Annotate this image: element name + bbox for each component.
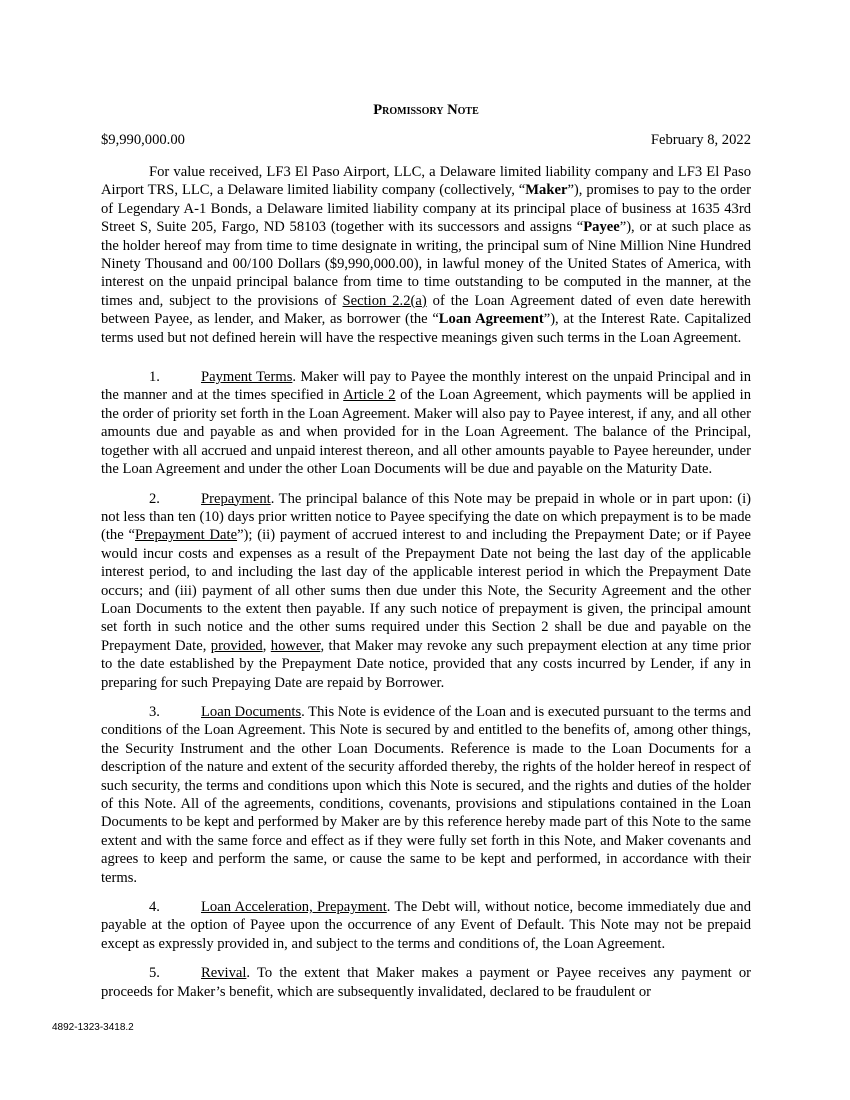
- section-number: 2.: [149, 490, 160, 507]
- section-heading: Revival: [201, 965, 247, 982]
- section-ref-link: Section 2.2(a): [342, 292, 427, 309]
- provided-term: provided: [210, 637, 263, 654]
- loan-agreement-term: Loan Agreement: [438, 311, 544, 328]
- document-title: Promissory Note: [373, 102, 479, 118]
- intro-paragraph: For value received, LF3 El Paso Airport, LLC, a Delaware limited liability company and LF3 El Paso Airport TRS, LLC, a Delaware limited liability company (collectively, “Maker”), promises to pay to the order of Legendary A-1 Bonds, a Delaware limited liability company at its principal place of business at 1635 43rd Street S, Suite 205, Fargo, ND 58103 (together with its successors and assigns “Payee”), or at such place as the holder hereof may from time to time designate in writing, the principal sum of Nine Million Nine Hundred Ninety Thousand and 00/100 Dollars ($9,990,000.00), in lawful money of the United States of America, with interest on the unpaid principal balance from time to time outstanding to be computed in the manner, at the times and, subject to the provisions of Section 2.2(a) of the Loan Agreement dated of even date herewith between Payee, as lender, and Maker, as borrower (the “Loan Agreement”), at the Interest Rate. Capitalized terms used but not defined herein will have the respective meanings given such terms in the Loan Agreement.: [101, 164, 751, 346]
- section-number: 1.: [149, 369, 160, 386]
- section-payment-terms: 1. Payment Terms. Maker will pay to Payee the monthly interest on the unpaid Principal and in the manner and at the times specified in Article 2 of the Loan Agreement, which payments will be applied in the order of priority set forth in the Loan Agreement. Maker will also pay to Payee interest, if any, and all other amounts due and payable as and when provided for in the Loan Agreement. The balance of the Principal, together with all accrued and unpaid interest thereon, and all other amounts payable to Payee hereunder, under the Loan Agreement and under the other Loan Documents will be due and payable on the Maturity Date.: [101, 369, 752, 478]
- section-revival: 5. Revival. To the extent that Maker makes a payment or Payee receives any payment or proceeds for Maker’s benefit, which are subsequently invalidated, declared to be fraudulent or: [101, 965, 751, 1000]
- section-number: 5.: [149, 965, 160, 982]
- section-prepayment: 2. Prepayment. The principal balance of this Note may be prepaid in whole or in part upon: (i) not less than ten (10) days prior written notice to Payee specifying the date on which prepayment is to be made (the “Prepayment Date”); (ii) payment of accrued interest to and including the Prepayment Date; or if Payee would incur costs and expenses as a result of the Prepayment Date not being the last day of the applicable interest period, to and including the last day of the applicable interest period in which the Prepayment Date occurs; and (iii) payment of all other sums then due under this Note, the Security Agreement and the other Loan Documents to the extent then payable. If any such notice of prepayment is given, the principal amount set forth in such notice and the other sums required under this Section 2 shall be due and payable on the Prepayment Date, provided, however, that Maker may revoke any such prepayment election at any time prior to the date established by the Prepayment Date notice, provided that any costs incurred by Lender, if any in preparing for such Prepaying Date are repaid by Borrower.: [101, 490, 752, 691]
- note-date: February 8, 2022: [650, 132, 751, 148]
- prepayment-date-term: Prepayment Date: [134, 527, 238, 544]
- section-heading: Payment Terms: [201, 369, 293, 386]
- section-heading: Prepayment: [201, 490, 271, 507]
- note-amount: $9,990,000.00: [101, 132, 185, 148]
- section-number: 4.: [149, 899, 160, 916]
- payee-term: Payee: [583, 219, 620, 236]
- article-ref: Article 2: [343, 387, 396, 404]
- section-heading: Loan Acceleration, Prepayment: [201, 899, 387, 916]
- section-number: 3.: [149, 703, 160, 720]
- document-body: [101, 163, 751, 1012]
- section-heading: Loan Documents: [201, 703, 302, 720]
- section-loan-acceleration: 4. Loan Acceleration, Prepayment. The Debt will, without notice, become immediately due and payable at the option of Payee upon the occurrence of any Event of Default. This Note may not be prepaid except as expressly provided in, and subject to the terms and conditions of, the Loan Agreement.: [101, 899, 751, 952]
- however-term: however: [270, 637, 321, 654]
- amount-date-line: [101, 131, 751, 151]
- document-id-footer: 4892-1323-3418.2: [52, 1022, 134, 1033]
- section-loan-documents: 3. Loan Documents. This Note is evidence of the Loan and is executed pursuant to the terms and conditions of the Loan Agreement. This Note is secured by and entitled to the benefits of, among other things, the Security Instrument and the other Loan Documents. Reference is made to the Loan Documents for a description of the nature and extent of the security afforded thereby, the rights of the holder hereof in respect of such security, the terms and conditions upon which this Note is secured, and the rights and duties of the holder of this Note. All of the agreements, conditions, covenants, provisions and stipulations contained in the Loan Documents to be kept and performed by Maker are by this reference hereby made part of this Note to the same extent and with the same force and effect as if they were fully set forth in this Note, and Maker covenants and agrees to keep and perform the same, or cause the same to be kept and performed, in accordance with their terms.: [101, 703, 751, 886]
- maker-term: Maker: [525, 182, 568, 199]
